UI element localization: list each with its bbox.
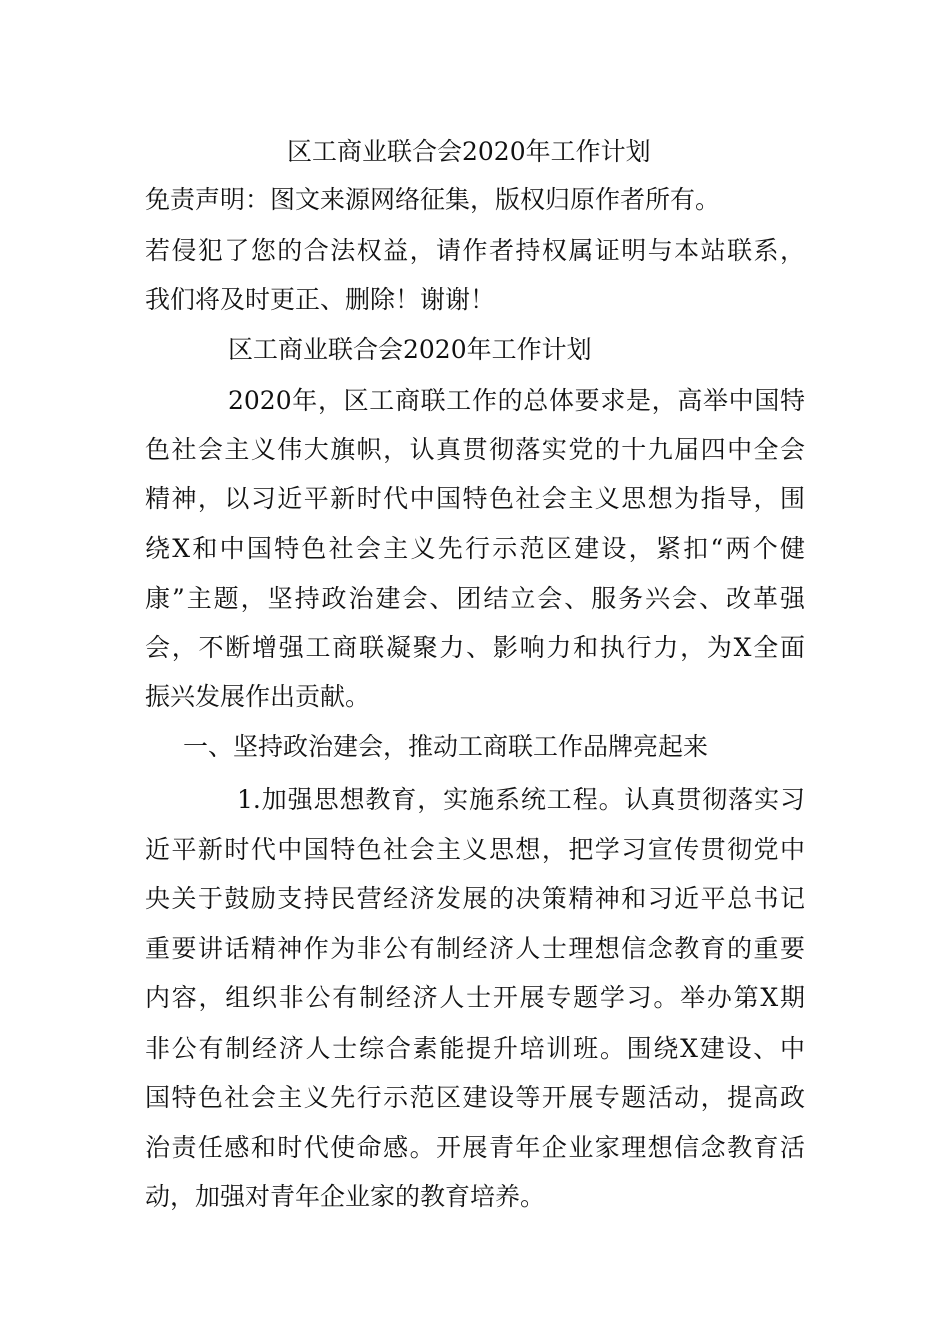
paragraph-line: 重要讲话精神作为非公有制经济人士理想信念教育的重要 [145, 934, 805, 963]
paragraph-line: 内容，组织非公有制经济人士开展专题学习。举办第X期 [145, 983, 805, 1012]
disclaimer-line: 我们将及时更正、删除！谢谢！ [145, 285, 496, 314]
paragraph-line: 振兴发展作出贡献。 [145, 682, 371, 711]
section-heading: 一、坚持政治建会，推动工商联工作品牌亮起来 [183, 732, 709, 761]
paragraph-line: 近平新时代中国特色社会主义思想，把学习宣传贯彻党中 [145, 835, 805, 864]
disclaimer-line: 免责声明：图文来源网络征集，版权归原作者所有。 [145, 185, 721, 214]
paragraph-line: 2020年，区工商联工作的总体要求是，高举中国特 [228, 386, 805, 415]
paragraph-line: 非公有制经济人士综合素能提升培训班。围绕X建设、中 [145, 1034, 805, 1063]
paragraph-line: 精神，以习近平新时代中国特色社会主义思想为指导，围 [145, 484, 805, 513]
document-title: 区工商业联合会2020年工作计划 [287, 137, 651, 166]
paragraph-line: 绕X和中国特色社会主义先行示范区建设，紧扣“两个健 [145, 534, 805, 563]
paragraph-line: 国特色社会主义先行示范区建设等开展专题活动，提高政 [145, 1083, 805, 1112]
paragraph-line: 动，加强对青年企业家的教育培养。 [145, 1182, 546, 1211]
document-subtitle: 区工商业联合会2020年工作计划 [228, 335, 592, 364]
paragraph-line: 会，不断增强工商联凝聚力、影响力和执行力，为X全面 [145, 633, 805, 662]
paragraph-line: 1.加强思想教育，实施系统工程。认真贯彻落实习 [237, 785, 805, 814]
paragraph-line: 治责任感和时代使命感。开展青年企业家理想信念教育活 [145, 1133, 805, 1162]
disclaimer-line: 若侵犯了您的合法权益，请作者持权属证明与本站联系， [145, 236, 805, 265]
paragraph-line: 康”主题，坚持政治建会、团结立会、服务兴会、改革强 [145, 584, 805, 613]
paragraph-line: 央关于鼓励支持民营经济发展的决策精神和习近平总书记 [145, 884, 805, 913]
paragraph-line: 色社会主义伟大旗帜，认真贯彻落实党的十九届四中全会 [145, 435, 805, 464]
